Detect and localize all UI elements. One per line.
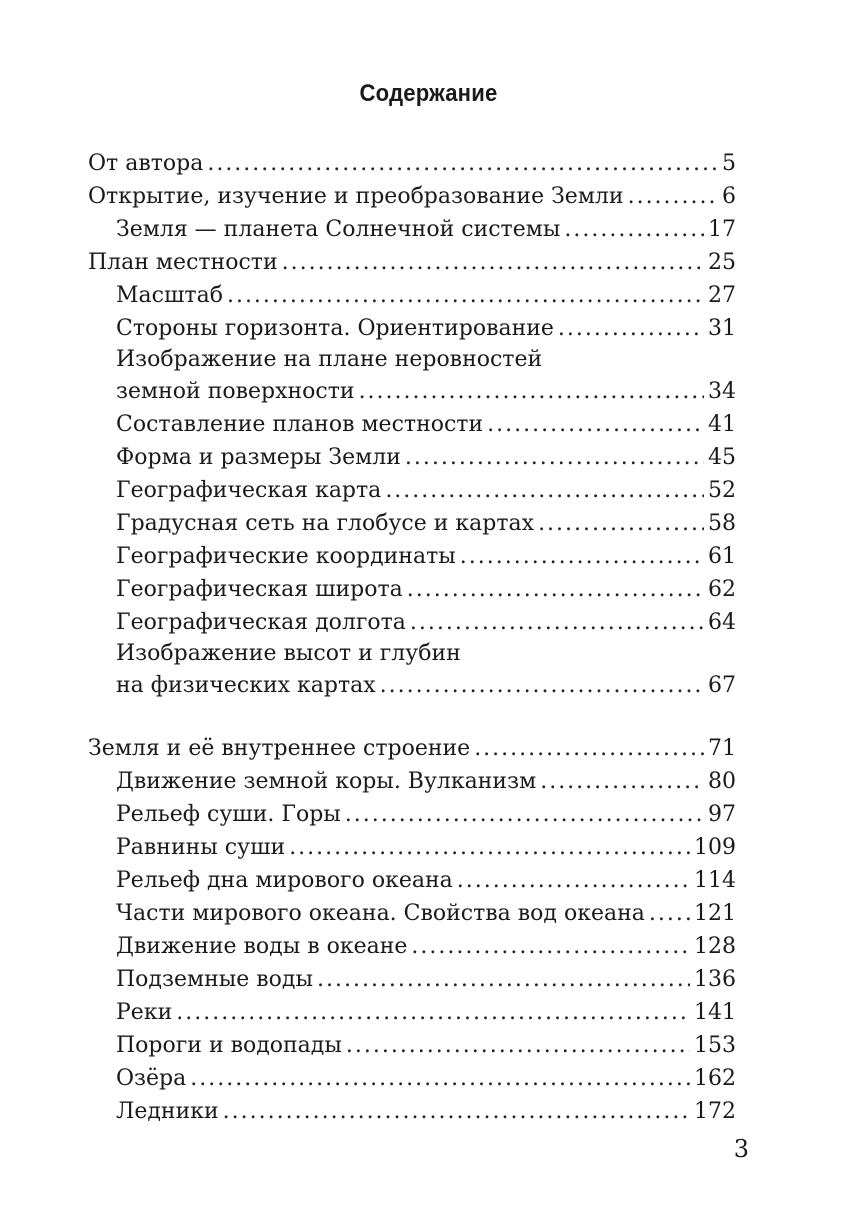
toc-leader-dots	[540, 765, 704, 798]
toc-entry-page: 62	[708, 577, 736, 602]
toc-entry-title: на физических картах	[116, 673, 376, 698]
toc-entry	[88, 1029, 736, 1062]
toc-entry	[88, 963, 736, 996]
toc-entry	[88, 246, 736, 279]
toc-entry-title-line1: Изображение на плане неровностей	[116, 347, 543, 372]
toc-entry	[88, 573, 736, 606]
toc-entry-page: 58	[708, 511, 736, 536]
toc-entry	[88, 831, 736, 864]
toc-entry-page: 41	[708, 412, 736, 437]
toc-entry-page: 5	[722, 151, 736, 176]
toc-leader-dots	[345, 798, 704, 831]
toc-entry	[88, 765, 736, 798]
toc-leader-dots	[359, 375, 704, 408]
table-of-contents	[88, 147, 736, 1128]
page-number: 3	[733, 1135, 749, 1163]
toc-entry-page: 153	[694, 1033, 736, 1058]
toc-leader-dots	[407, 573, 704, 606]
toc-leader-dots	[405, 441, 704, 474]
toc-entry	[88, 798, 736, 831]
toc-entry-page: 97	[708, 802, 736, 827]
toc-entry	[88, 1095, 736, 1128]
toc-entry-page: 121	[694, 901, 736, 926]
toc-entry	[88, 606, 736, 639]
toc-entry	[88, 180, 736, 213]
toc-entry-title: Масштаб	[116, 283, 223, 308]
toc-entry-title: Озёра	[116, 1066, 187, 1091]
toc-leader-dots	[207, 147, 718, 180]
toc-entry-page: 114	[694, 868, 736, 893]
toc-leader-dots	[190, 1062, 690, 1095]
toc-entry-title: Части мирового океана. Свойства вод океана	[116, 901, 645, 926]
toc-entry-page: 141	[694, 1000, 736, 1025]
toc-entry	[88, 897, 736, 930]
toc-entry-title: Географическая карта	[116, 478, 382, 503]
toc-entry	[88, 441, 736, 474]
toc-leader-dots	[558, 312, 704, 345]
toc-leader-dots	[538, 507, 704, 540]
toc-entry-title: От автора	[88, 151, 204, 176]
toc-leader-dots	[317, 963, 690, 996]
toc-leader-dots	[564, 213, 704, 246]
toc-entry-title: План местности	[88, 250, 278, 275]
toc-entry-title: Ледники	[116, 1099, 219, 1124]
toc-entry-title: Географическая долгота	[116, 610, 406, 635]
toc-entry-title: Подземные воды	[116, 967, 313, 992]
toc-entry-title: Движение земной коры. Вулканизм	[116, 769, 537, 794]
toc-entry	[88, 540, 736, 573]
toc-entry	[88, 996, 736, 1029]
toc-entry-page: 136	[694, 967, 736, 992]
toc-entry-page: 71	[708, 736, 736, 761]
toc-leader-dots	[346, 1029, 690, 1062]
toc-entry-title: Открытие, изучение и преобразование Земли	[88, 184, 624, 209]
toc-entry	[88, 507, 736, 540]
toc-entry-page: 109	[694, 835, 736, 860]
toc-leader-dots	[385, 474, 704, 507]
toc-entry	[88, 474, 736, 507]
toc-entry-page: 27	[708, 283, 736, 308]
toc-entry-page: 52	[708, 478, 736, 503]
toc-entry	[88, 408, 736, 441]
toc-entry-page: 128	[694, 934, 736, 959]
toc-entry-title: Географические координаты	[116, 544, 456, 569]
toc-leader-dots	[380, 669, 704, 702]
toc-entry-title: Земля — планета Солнечной системы	[116, 217, 561, 242]
toc-leader-dots	[282, 246, 704, 279]
toc-leader-dots	[460, 540, 704, 573]
toc-entry-page: 67	[708, 673, 736, 698]
toc-entry-page: 162	[694, 1066, 736, 1091]
toc-entry-page: 80	[708, 769, 736, 794]
toc-entry-title: Градусная сеть на глобусе и картах	[116, 511, 535, 536]
toc-entry-title: Рельеф суши. Горы	[116, 802, 341, 827]
toc-entry-title: Движение воды в океане	[116, 934, 408, 959]
toc-entry-title: Стороны горизонта. Ориентирование	[116, 316, 554, 341]
toc-entry	[88, 345, 736, 408]
toc-leader-dots	[410, 606, 704, 639]
toc-entry	[88, 1062, 736, 1095]
toc-entry-title: Географическая широта	[116, 577, 403, 602]
toc-leader-dots	[176, 996, 690, 1029]
toc-entry-title: Равнины суши	[116, 835, 286, 860]
toc-entry-page: 17	[708, 217, 736, 242]
toc-entry	[88, 147, 736, 180]
toc-entry-page: 31	[708, 316, 736, 341]
toc-entry-title: Реки	[116, 1000, 173, 1025]
toc-entry	[88, 930, 736, 963]
toc-entry	[88, 312, 736, 345]
toc-entry-title: Пороги и водопады	[116, 1033, 342, 1058]
toc-entry-page: 25	[708, 250, 736, 275]
toc-entry-page: 45	[708, 445, 736, 470]
toc-entry-title: земной поверхности	[116, 379, 355, 404]
toc-leader-dots	[628, 180, 718, 213]
toc-entry-title: Рельеф дна мирового океана	[116, 868, 453, 893]
section-gap	[88, 702, 736, 732]
toc-entry	[88, 732, 736, 765]
toc-entry-page: 6	[722, 184, 736, 209]
toc-entry-page: 172	[694, 1099, 736, 1124]
toc-entry	[88, 864, 736, 897]
toc-entry	[88, 279, 736, 312]
toc-entry	[88, 639, 736, 702]
toc-leader-dots	[411, 930, 690, 963]
toc-entry	[88, 213, 736, 246]
toc-leader-dots	[223, 1095, 690, 1128]
toc-leader-dots	[457, 864, 690, 897]
toc-entry-page: 64	[708, 610, 736, 635]
toc-leader-dots	[227, 279, 704, 312]
toc-entry-title-line1: Изображение высот и глубин	[116, 641, 461, 666]
toc-entry-title: Земля и её внутреннее строение	[88, 736, 471, 761]
toc-entry-title: Составление планов местности	[116, 412, 484, 437]
toc-entry-title: Форма и размеры Земли	[116, 445, 401, 470]
toc-entry-page: 34	[708, 379, 736, 404]
toc-leader-dots	[487, 408, 704, 441]
toc-entry-page: 61	[708, 544, 736, 569]
page-title: Содержание	[359, 80, 498, 107]
toc-leader-dots	[474, 732, 704, 765]
toc-leader-dots	[289, 831, 690, 864]
toc-leader-dots	[649, 897, 690, 930]
